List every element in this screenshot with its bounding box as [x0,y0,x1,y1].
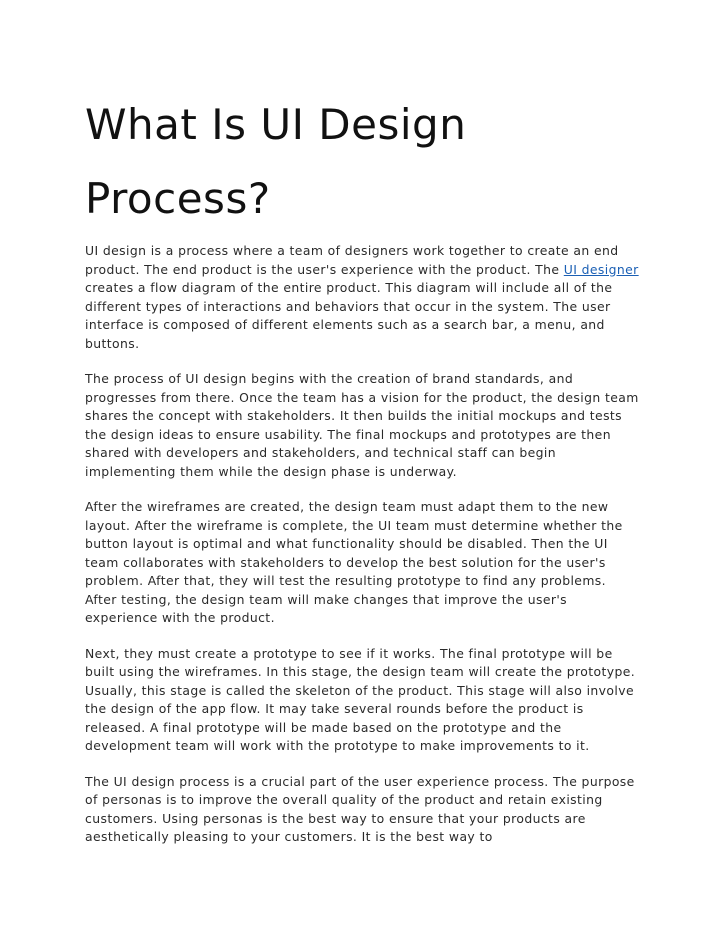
title-line-2: Process? [85,174,271,223]
title-line-1: What Is UI Design [85,100,467,149]
paragraph-1-text-end: creates a flow diagram of the entire product. This diagram will include all of the different types of interactions and behaviors that occur in the system. The user interface is composed of different elements such as a search bar, a menu, and buttons. [85,280,613,351]
ui-designer-link[interactable]: UI designer [563,261,639,277]
paragraph-3: After the wireframes are created, the design team must adapt them to the new layout. After the wireframe is complete, the UI team must determine whether the button layout is optimal and what functionality should be disabled. Then the UI team collaborates with stakeholders to develop the best solution for the user's problem. After that, they will test the resulting prototype to find any problems. After testing, the design team will make changes that improve the user's experience with the product. [85,499,623,625]
paragraph-5: The UI design process is a crucial part of the user experience process. The purpose of personas is to improve the overall quality of the product and retain existing customers. Using personas is the best way to ensure that your products are aesthetically pleasing to your customers. It is the best way to [85,773,635,844]
paragraph-1-text-start: UI design is a process where a team of designers work together to create an end product. The end product is the user's experience with the product. The [85,243,619,277]
paragraph-1 [85,242,641,353]
article [85,88,641,864]
paragraph-2: The process of UI design begins with the creation of brand standards, and progresses from there. Once the team has a vision for the product, the design team shares the concept with stakeholders. It then builds the initial mockups and tests the design ideas to ensure usability. The final mockups and prototypes are then shared with developers and stakeholders, and technical staff can begin implementing them while the design phase is underway. [85,371,639,479]
page-title [85,88,641,236]
paragraph-4: Next, they must create a prototype to see if it works. The final prototype will be built using the wireframes. In this stage, the design team will create the prototype. Usually, this stage is called the skeleton of the product. This stage will also involve the design of the app flow. It may take several rounds before the product is released. A final prototype will be made based on the prototype and the development team will work with the prototype to make improvements to it. [85,645,636,753]
